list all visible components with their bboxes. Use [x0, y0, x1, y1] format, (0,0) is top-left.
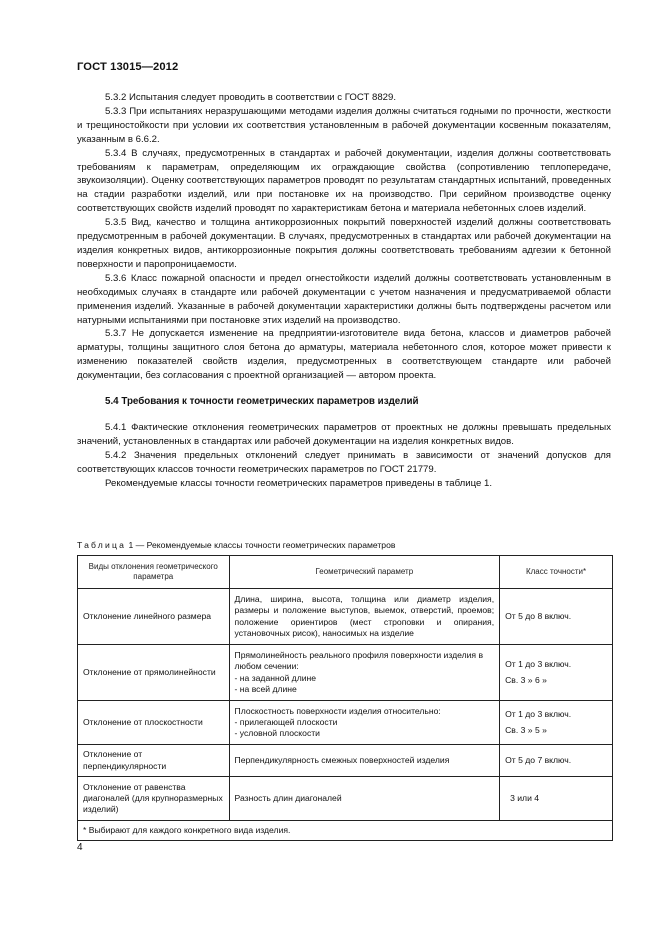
document-header: ГОСТ 13015—2012 [77, 61, 179, 73]
body-text [77, 91, 611, 490]
row-deviation-type: Отклонение от перпендикулярности [78, 745, 230, 777]
header-precision-class: Класс точности* [500, 556, 613, 589]
row-class: 3 или 4 [500, 777, 613, 821]
paragraph-table-reference: Рекомендуемые классы точности геометрических параметров приведены в таблице 1. [105, 477, 492, 489]
row-parameter: Длина, ширина, высота, толщина или диаметр изделия, размеры и положение выступов, выемок, отверстий, проемов; положение ориентиров (мест строповки и опирания, установочных рисок), наносимых на изделие [229, 589, 500, 645]
table-header-row [78, 556, 613, 589]
paragraph-5-3-2: 5.3.2 Испытания следует проводить в соответствии с ГОСТ 8829. [105, 92, 397, 103]
table-row [78, 745, 613, 777]
row-parameter: Прямолинейность реального профиля поверхности изделия в любом сечении: - на заданной длине - на всей длине [229, 645, 500, 701]
row-deviation-type: Отклонение от равенства диагоналей (для крупноразмерных изделий) [78, 777, 230, 821]
row-parameter: Разность длин диагоналей [229, 777, 500, 821]
table-row [78, 777, 613, 821]
paragraph-5-4-1: 5.4.1 Фактические отклонения геометрических параметров от проектных не должны превышать предельных значений, установленных в стандартах или рабочей документации на изделия конкретных видов. [77, 421, 611, 447]
paragraph-5-3-5: 5.3.5 Вид, качество и толщина антикоррозионных покрытий поверхностей изделий должны соответствовать предусмотренным в рабочей документации. В случаях, предусмотренных в стандартах или рабочей документации на изделия конкретных видов, антикоррозионные покрытия должны соответствовать требованиям адгезии к бетонной поверхности и паропроницаемости. [77, 217, 611, 270]
row-class: От 5 до 8 включ. [500, 589, 613, 645]
paragraph-5-3-6: 5.3.6 Класс пожарной опасности и предел огнестойкости изделий должны соответствовать установленным в необходимых случаях в стандарте или рабочей документации с учетом назначения и предусматриваемой области применения изделий. Указанные в рабочей документации характеристики должны быть подтверждены расчетом или натурными испытаниями при постановке этих изделий на производство. [77, 272, 611, 326]
row-deviation-type: Отклонение линейного размера [78, 589, 230, 645]
table-caption [77, 540, 395, 550]
table-row [78, 701, 613, 745]
table-row [78, 589, 613, 645]
paragraph-5-4-2: 5.4.2 Значения предельных отклонений следует принимать в зависимости от значений допусков для соответствующих классов точности геометрических параметров по ГОСТ 21779. [77, 449, 611, 475]
paragraph-5-3-7: 5.3.7 Не допускается изменение на предприятии-изготовителе вида бетона, классов и диаметров рабочей арматуры, толщины защитного слоя бетона до арматуры, материала небетонного слоя, которое может привести к изменению показателей свойств изделия, предусмотренных в соответствующем стандарте или рабочей документации, без согласования с проектной организацией — автором проекта. [77, 328, 611, 382]
table-footnote-row [78, 821, 613, 841]
row-parameter: Перпендикулярность смежных поверхностей изделия [229, 745, 500, 777]
precision-classes-table [77, 555, 613, 841]
page-number: 4 [77, 842, 83, 853]
header-deviation-type: Виды отклонения геометрического параметра [78, 556, 230, 589]
table-caption-word: Таблица [77, 540, 127, 550]
table-footnote: * Выбирают для каждого конкретного вида изделия. [78, 821, 613, 841]
table-row [78, 645, 613, 701]
paragraph-5-3-4: 5.3.4 В случаях, предусмотренных в стандартах и рабочей документации, изделия должны соответствовать требованиям к параметрам, определяющим их ограждающие свойства (сопротивлению теплопередаче, звукоизоляции). Оценку соответствующих параметров проводят по результатам стандартных испытаний, проведенных на стадии разработки изделий, или при постановке их на производство. При серийном производстве оценку соответствующих свойств изделий проводят по характеристикам бетона и материала небетонных слоев изделий. [77, 147, 611, 215]
row-deviation-type: Отклонение от прямолинейности [78, 645, 230, 701]
row-class: От 1 до 3 включ. Св. 3 » 6 » [500, 645, 613, 701]
table-caption-title: 1 — Рекомендуемые классы точности геометрических параметров [126, 540, 396, 550]
row-class: От 1 до 3 включ. Св. 3 » 5 » [500, 701, 613, 745]
row-deviation-type: Отклонение от плоскостности [78, 701, 230, 745]
header-geometric-parameter: Геометрический параметр [229, 556, 500, 589]
row-class: От 5 до 7 включ. [500, 745, 613, 777]
paragraph-5-3-3: 5.3.3 При испытаниях неразрушающими методами изделия должны считаться годными по прочности, жесткости и трещиностойкости при условии их соответствия установленным в рабочей документации косвенным показателям, указанным в 6.6.2. [77, 105, 611, 145]
row-parameter: Плоскостность поверхности изделия относительно: - прилегающей плоскости - условной плоскости [229, 701, 500, 745]
section-title: 5.4 Требования к точности геометрических параметров изделий [105, 396, 419, 408]
